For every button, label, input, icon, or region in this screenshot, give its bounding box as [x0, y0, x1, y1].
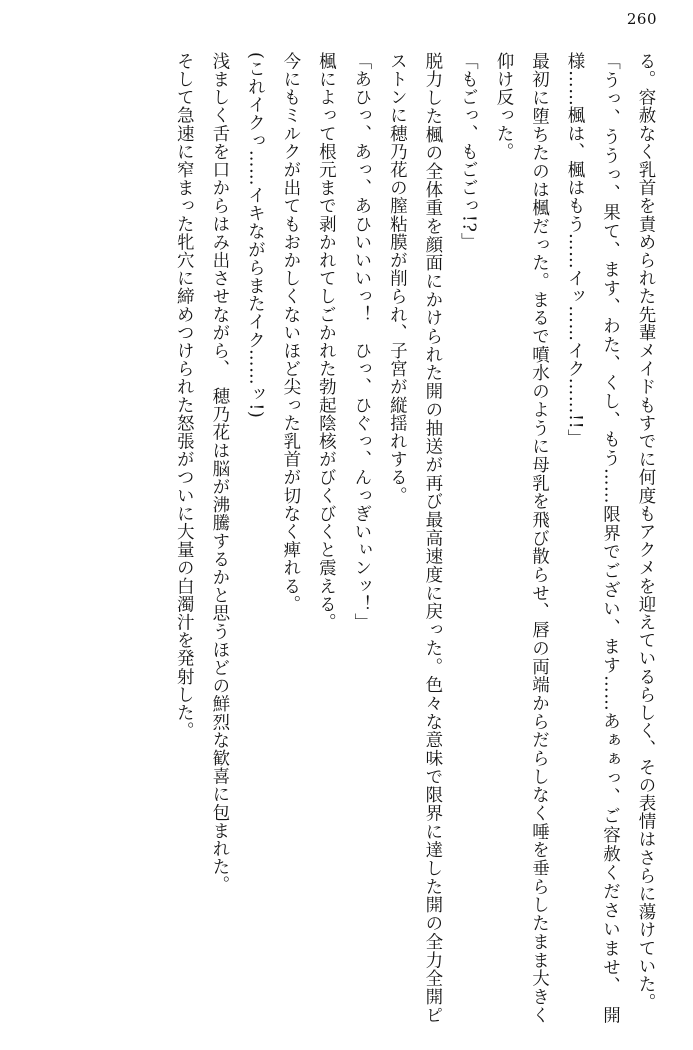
- paragraph: 最初に堕ちたのは楓だった。まるで噴水のように母乳を飛び散らせ、唇の両端からだらしなく唾を垂らしたまま大きく仰け反った。: [493, 52, 550, 1024]
- paragraph: 「もごっ、もごごっ!?」: [458, 52, 479, 251]
- page-body-text: [34, 52, 663, 1024]
- paragraph: (これイクっ……イキながらまたイク……ッ!): [245, 52, 266, 419]
- paragraph: 「あひっ、あっ、あひいいいっ！ ひっ、ひぐっ、んっぎいぃンッ！」: [351, 52, 372, 632]
- paragraph: る。容赦なく乳首を責められた先輩メイドもすでに何度もアクメを迎えているらしく、その表情はさらに蕩けていた。: [636, 52, 656, 1012]
- paragraph: 今にもミルクが出てもおかしくないほど尖った乳首が切なく痺れる。: [280, 52, 301, 614]
- paragraph: 脱力した楓の全体重を顔面にかけられた開の抽送が再び最高速度に戻った。色々な意味で限界に達した開の全力全開ピストンに穂乃花の膣粘膜が削られ、子宮が縦揺れする。: [387, 52, 443, 1024]
- paragraph: 「うっ、ううっ、果て、ます、わた、くし、もう……限界でござい、ます……あぁぁっ、ご容赦くださいませ、 開様……楓は、楓はもう……イッ……イク……!!」: [564, 52, 621, 1024]
- paragraph: 楓によって根元まで剥かれてしごかれた勃起陰核がびくびくと震える。: [316, 52, 337, 632]
- paragraph: そして急速に窄まった牝穴に締めつけられた怒張がついに大量の白濁汁を発射した。: [174, 52, 195, 740]
- paragraph: 浅ましく舌を口からはみ出させながら、 穂乃花は脳が沸騰するかと思うほどの鮮烈な歓喜に包まれた。: [209, 52, 230, 894]
- page-number: 260: [626, 10, 657, 28]
